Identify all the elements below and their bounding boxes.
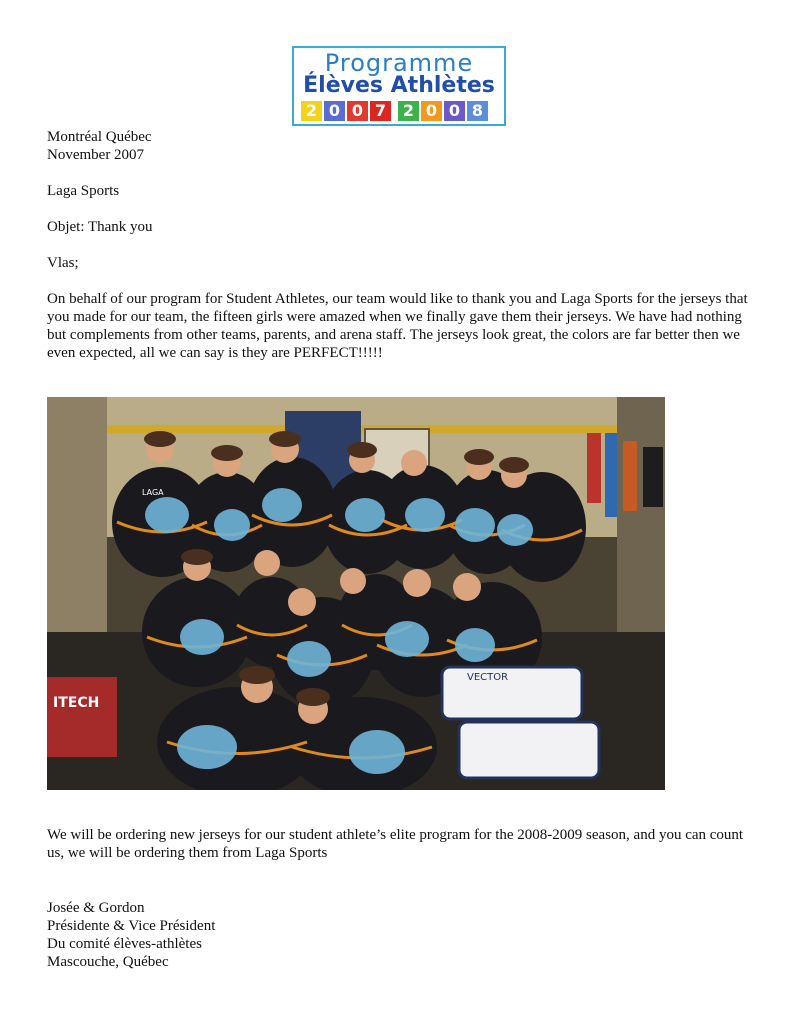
logo-year-badge [301,101,490,121]
letter-subject: Objet: Thank you [47,219,153,235]
pad-text: VECTOR [467,672,509,683]
signature-block [47,899,215,971]
logo-line-programme: Programme [324,49,474,77]
program-logo [292,46,506,126]
team-photo-illustration [47,397,665,790]
logo-year-digit: 0 [324,101,345,121]
logo-line-eleves-athletes: Élèves Athlètes [303,73,495,98]
letter-recipient: Laga Sports [47,183,120,199]
logo-year-digit: 2 [398,101,419,121]
logo-year-digit: 0 [347,101,368,121]
letter-greeting: Vlas; [47,255,79,271]
logo-year-digit: 2 [301,101,322,121]
letter-paragraph-order: We will be ordering new jerseys for our student athlete’s elite program for the 2008-2009 season, and you can count us, we will be ordering them from Laga Sports [47,827,744,861]
signature-names: Josée & Gordon [47,900,145,916]
letter-paragraph-thanks: On behalf of our program for Student Athletes, our team would like to thank you and Laga Sports for the jerseys that you made for our team, the fifteen girls were amazed when we finally gave them their jerseys. We have had nothing but complements from other teams, parents, and arena staff. The jerseys look great, the colors are far better then we even expected, all we can say is they are PERFECT!!!!! [47,291,748,361]
jersey-brand-text: LAGA [142,488,164,497]
letter-place: Montréal Québec [47,129,152,145]
logo-year-digit: 0 [421,101,442,121]
logo-year-digit: 8 [467,101,488,121]
signature-location: Mascouche, Québec [47,954,169,970]
signature-titles: Présidente & Vice Président [47,918,216,934]
logo-year-digit: 7 [370,101,391,121]
team-photo [47,397,665,790]
logo-year-digit: 0 [444,101,465,121]
logo-year-gap [393,101,396,121]
letter-date: November 2007 [47,147,145,163]
bag-text: ITECH [53,695,100,711]
signature-committee: Du comité élèves-athlètes [47,936,202,952]
